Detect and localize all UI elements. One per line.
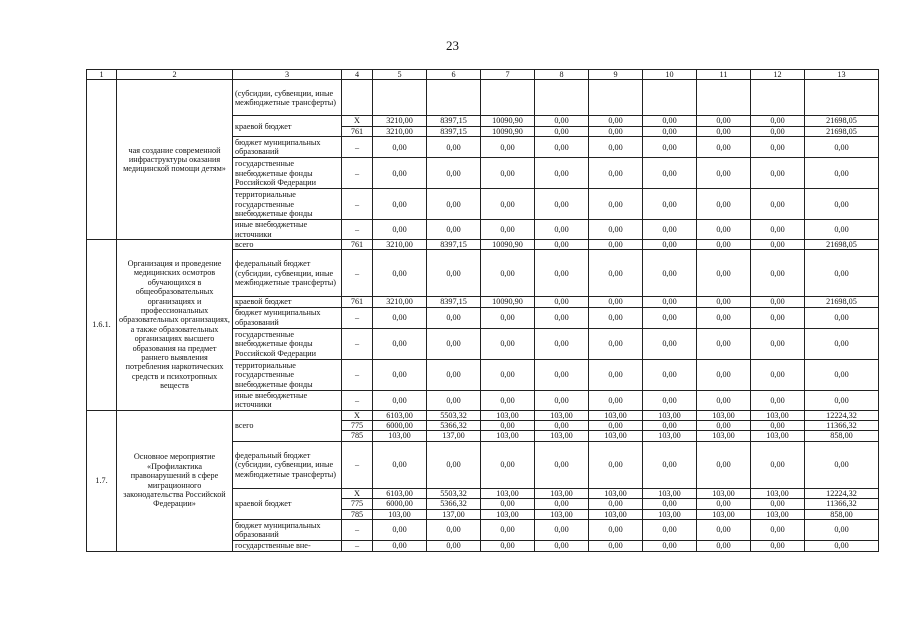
item-description: Основное мероприятие «Профилактика правонарушений в сфере миграционного законодательства Российской Федерации» (117, 410, 233, 551)
code-cell: X (342, 410, 373, 420)
header-cell: 8 (535, 70, 589, 80)
funding-source: государственные вне- (233, 541, 342, 551)
value-cell: 0,00 (481, 541, 535, 551)
value-cell: 0,00 (589, 390, 643, 410)
value-cell: 0,00 (481, 499, 535, 509)
value-cell: 0,00 (751, 297, 805, 307)
value-cell: 0,00 (535, 441, 589, 488)
value-cell: 5503,32 (427, 410, 481, 420)
value-cell: 0,00 (481, 390, 535, 410)
value-cell: 0,00 (427, 189, 481, 220)
value-cell: 0,00 (751, 541, 805, 551)
funding-source: федеральный бюджет (субсидии, субвенции, иные межбюджетные трансферты) (233, 441, 342, 488)
value-cell: 103,00 (643, 410, 697, 420)
value-cell: 0,00 (589, 189, 643, 220)
value-cell: 0,00 (697, 441, 751, 488)
value-cell: 21698,05 (805, 126, 879, 136)
value-cell: 0,00 (751, 499, 805, 509)
value-cell: 0,00 (697, 220, 751, 240)
value-cell: 3210,00 (373, 116, 427, 126)
value-cell: 0,00 (805, 359, 879, 390)
value-cell (373, 80, 427, 116)
value-cell (481, 80, 535, 116)
value-cell: 5503,32 (427, 488, 481, 498)
value-cell: 0,00 (535, 421, 589, 431)
value-cell: 21698,05 (805, 116, 879, 126)
value-cell: 0,00 (373, 250, 427, 297)
header-cell: 2 (117, 70, 233, 80)
value-cell: 0,00 (481, 158, 535, 189)
funding-source: (субсидии, субвенции, иные межбюджетные трансферты) (233, 80, 342, 116)
value-cell: 0,00 (481, 189, 535, 220)
value-cell: 103,00 (535, 509, 589, 519)
value-cell: 103,00 (481, 431, 535, 441)
table-body (87, 70, 879, 552)
value-cell: 12224,32 (805, 410, 879, 420)
funding-source: всего (233, 240, 342, 250)
value-cell: 103,00 (589, 410, 643, 420)
value-cell: 0,00 (373, 158, 427, 189)
value-cell: 0,00 (535, 137, 589, 158)
value-cell: 0,00 (751, 250, 805, 297)
code-cell: – (342, 441, 373, 488)
value-cell: 0,00 (427, 137, 481, 158)
value-cell: 0,00 (373, 520, 427, 541)
value-cell: 0,00 (697, 421, 751, 431)
value-cell: 0,00 (697, 240, 751, 250)
value-cell: 0,00 (697, 189, 751, 220)
value-cell: 3210,00 (373, 240, 427, 250)
header-cell: 9 (589, 70, 643, 80)
value-cell: 0,00 (751, 307, 805, 328)
value-cell: 103,00 (751, 410, 805, 420)
table-row (87, 240, 879, 250)
code-cell: X (342, 116, 373, 126)
value-cell (805, 80, 879, 116)
value-cell (643, 80, 697, 116)
value-cell: 6103,00 (373, 488, 427, 498)
value-cell: 0,00 (643, 328, 697, 359)
funding-source: иные внебюджетные источники (233, 390, 342, 410)
value-cell: 5366,32 (427, 499, 481, 509)
funding-source: бюджет муниципальных образований (233, 137, 342, 158)
value-cell: 137,00 (427, 509, 481, 519)
header-cell: 7 (481, 70, 535, 80)
value-cell: 0,00 (751, 520, 805, 541)
funding-source: государственные внебюджетные фонды Российской Федерации (233, 328, 342, 359)
header-cell: 3 (233, 70, 342, 80)
value-cell: 0,00 (373, 137, 427, 158)
value-cell: 0,00 (427, 359, 481, 390)
header-cell: 10 (643, 70, 697, 80)
funding-source: бюджет муниципальных образований (233, 307, 342, 328)
value-cell (589, 80, 643, 116)
value-cell: 0,00 (589, 137, 643, 158)
value-cell: 0,00 (751, 240, 805, 250)
value-cell: 103,00 (697, 410, 751, 420)
value-cell: 103,00 (751, 431, 805, 441)
value-cell: 0,00 (589, 240, 643, 250)
value-cell: 8397,15 (427, 116, 481, 126)
value-cell: 0,00 (589, 441, 643, 488)
value-cell: 0,00 (643, 116, 697, 126)
value-cell: 0,00 (535, 158, 589, 189)
value-cell: 0,00 (427, 307, 481, 328)
value-cell: 0,00 (589, 307, 643, 328)
value-cell: 0,00 (535, 390, 589, 410)
header-row (87, 70, 879, 80)
code-cell (342, 80, 373, 116)
value-cell: 0,00 (481, 328, 535, 359)
funding-source: краевой бюджет (233, 116, 342, 137)
value-cell: 0,00 (805, 307, 879, 328)
value-cell: 0,00 (643, 158, 697, 189)
value-cell: 103,00 (643, 509, 697, 519)
value-cell: 0,00 (697, 328, 751, 359)
value-cell: 0,00 (751, 158, 805, 189)
funding-source: иные внебюджетные источники (233, 220, 342, 240)
value-cell: 0,00 (589, 328, 643, 359)
value-cell: 0,00 (535, 499, 589, 509)
funding-source: всего (233, 410, 342, 441)
code-cell: 785 (342, 509, 373, 519)
value-cell: 103,00 (481, 509, 535, 519)
table-row (87, 80, 879, 116)
value-cell: 0,00 (589, 297, 643, 307)
funding-source: территориальные государственные внебюджетные фонды (233, 189, 342, 220)
code-cell: – (342, 189, 373, 220)
code-cell: – (342, 328, 373, 359)
value-cell: 0,00 (427, 520, 481, 541)
value-cell: 0,00 (751, 189, 805, 220)
value-cell: 0,00 (373, 328, 427, 359)
value-cell (697, 80, 751, 116)
value-cell: 0,00 (535, 307, 589, 328)
value-cell: 103,00 (643, 431, 697, 441)
code-cell: 775 (342, 421, 373, 431)
page-number: 23 (446, 38, 459, 53)
value-cell: 103,00 (643, 488, 697, 498)
value-cell: 0,00 (697, 250, 751, 297)
value-cell: 103,00 (697, 488, 751, 498)
value-cell: 10090,90 (481, 240, 535, 250)
value-cell: 103,00 (481, 410, 535, 420)
value-cell: 0,00 (751, 116, 805, 126)
header-cell: 12 (751, 70, 805, 80)
value-cell: 0,00 (697, 116, 751, 126)
value-cell: 0,00 (751, 126, 805, 136)
value-cell: 10090,90 (481, 126, 535, 136)
funding-source: территориальные государственные внебюджетные фонды (233, 359, 342, 390)
value-cell: 0,00 (535, 116, 589, 126)
value-cell: 0,00 (535, 240, 589, 250)
value-cell: 0,00 (697, 137, 751, 158)
funding-source: бюджет муниципальных образований (233, 520, 342, 541)
value-cell: 0,00 (589, 116, 643, 126)
value-cell: 0,00 (805, 441, 879, 488)
value-cell: 0,00 (481, 250, 535, 297)
value-cell: 0,00 (697, 126, 751, 136)
value-cell: 0,00 (481, 359, 535, 390)
value-cell: 0,00 (535, 520, 589, 541)
value-cell: 0,00 (643, 421, 697, 431)
value-cell: 0,00 (643, 250, 697, 297)
value-cell: 0,00 (589, 126, 643, 136)
value-cell: 0,00 (589, 250, 643, 297)
header-cell: 5 (373, 70, 427, 80)
header-cell: 6 (427, 70, 481, 80)
code-cell: 761 (342, 297, 373, 307)
value-cell: 103,00 (697, 431, 751, 441)
value-cell: 6000,00 (373, 499, 427, 509)
value-cell (535, 80, 589, 116)
value-cell: 0,00 (589, 220, 643, 240)
value-cell: 21698,05 (805, 297, 879, 307)
code-cell: – (342, 520, 373, 541)
header-cell: 1 (87, 70, 117, 80)
header-cell: 4 (342, 70, 373, 80)
item-description: Организация и проведение медицинских осмотров обучающихся в общеобразовательных организациях и профессиональных образовательных организациях, а также образовательных организациях высшего образования на предмет раннего выявления потребления наркотических средств и психотропных веществ (117, 240, 233, 411)
value-cell: 0,00 (805, 137, 879, 158)
value-cell: 103,00 (373, 509, 427, 519)
code-cell: – (342, 541, 373, 551)
value-cell: 0,00 (751, 137, 805, 158)
value-cell: 0,00 (535, 541, 589, 551)
value-cell: 0,00 (589, 158, 643, 189)
value-cell: 0,00 (643, 220, 697, 240)
value-cell: 0,00 (535, 328, 589, 359)
value-cell: 0,00 (373, 359, 427, 390)
value-cell: 0,00 (805, 390, 879, 410)
value-cell: 0,00 (643, 137, 697, 158)
code-cell: 761 (342, 240, 373, 250)
value-cell: 0,00 (643, 390, 697, 410)
item-description: чая создание современной инфраструктуры оказания медицинской помощи детям» (117, 80, 233, 240)
code-cell: – (342, 390, 373, 410)
value-cell: 0,00 (535, 220, 589, 240)
code-cell: – (342, 137, 373, 158)
value-cell: 0,00 (427, 158, 481, 189)
value-cell: 0,00 (805, 158, 879, 189)
value-cell: 0,00 (697, 390, 751, 410)
value-cell: 0,00 (697, 359, 751, 390)
value-cell: 0,00 (535, 126, 589, 136)
value-cell: 0,00 (481, 441, 535, 488)
value-cell: 10090,90 (481, 116, 535, 126)
value-cell: 0,00 (805, 328, 879, 359)
value-cell: 0,00 (427, 541, 481, 551)
funding-source: федеральный бюджет (субсидии, субвенции, иные межбюджетные трансферты) (233, 250, 342, 297)
value-cell: 0,00 (697, 541, 751, 551)
value-cell: 0,00 (643, 520, 697, 541)
code-cell: – (342, 250, 373, 297)
budget-table (86, 69, 879, 552)
value-cell: 0,00 (373, 220, 427, 240)
value-cell: 0,00 (697, 499, 751, 509)
value-cell: 0,00 (535, 297, 589, 307)
value-cell: 0,00 (805, 189, 879, 220)
code-cell: 775 (342, 499, 373, 509)
value-cell: 0,00 (751, 328, 805, 359)
code-cell: – (342, 359, 373, 390)
code-cell: – (342, 307, 373, 328)
value-cell: 0,00 (373, 541, 427, 551)
value-cell: 0,00 (373, 441, 427, 488)
value-cell: 0,00 (643, 441, 697, 488)
value-cell: 0,00 (643, 359, 697, 390)
value-cell: 0,00 (373, 390, 427, 410)
table-row (87, 410, 879, 420)
value-cell: 0,00 (427, 441, 481, 488)
value-cell: 103,00 (751, 509, 805, 519)
value-cell: 0,00 (697, 307, 751, 328)
value-cell: 8397,15 (427, 126, 481, 136)
value-cell: 0,00 (427, 250, 481, 297)
value-cell (751, 80, 805, 116)
value-cell: 0,00 (643, 541, 697, 551)
value-cell: 0,00 (643, 240, 697, 250)
code-cell: – (342, 220, 373, 240)
value-cell: 103,00 (535, 488, 589, 498)
value-cell: 0,00 (481, 220, 535, 240)
value-cell: 12224,32 (805, 488, 879, 498)
value-cell: 0,00 (805, 250, 879, 297)
value-cell: 10090,90 (481, 297, 535, 307)
value-cell: 0,00 (751, 220, 805, 240)
value-cell: 103,00 (589, 488, 643, 498)
value-cell: 8397,15 (427, 297, 481, 307)
value-cell: 0,00 (805, 541, 879, 551)
value-cell: 0,00 (481, 137, 535, 158)
value-cell: 0,00 (643, 499, 697, 509)
value-cell: 6103,00 (373, 410, 427, 420)
value-cell: 137,00 (427, 431, 481, 441)
value-cell: 0,00 (427, 328, 481, 359)
value-cell (427, 80, 481, 116)
value-cell: 0,00 (751, 390, 805, 410)
value-cell: 0,00 (805, 520, 879, 541)
value-cell: 0,00 (535, 189, 589, 220)
code-cell: 785 (342, 431, 373, 441)
value-cell: 0,00 (643, 126, 697, 136)
code-cell: – (342, 158, 373, 189)
value-cell: 0,00 (805, 220, 879, 240)
funding-source: государственные внебюджетные фонды Российской Федерации (233, 158, 342, 189)
value-cell: 0,00 (427, 220, 481, 240)
value-cell: 0,00 (751, 359, 805, 390)
value-cell: 858,00 (805, 431, 879, 441)
item-index: 1.7. (87, 410, 117, 551)
item-index (87, 80, 117, 240)
value-cell: 103,00 (535, 410, 589, 420)
value-cell: 0,00 (643, 307, 697, 328)
value-cell: 103,00 (535, 431, 589, 441)
value-cell: 0,00 (589, 359, 643, 390)
value-cell: 8397,15 (427, 240, 481, 250)
value-cell: 0,00 (535, 359, 589, 390)
value-cell: 0,00 (373, 189, 427, 220)
value-cell: 0,00 (481, 520, 535, 541)
value-cell: 0,00 (589, 520, 643, 541)
code-cell: 761 (342, 126, 373, 136)
value-cell: 0,00 (427, 390, 481, 410)
value-cell: 103,00 (751, 488, 805, 498)
value-cell: 6000,00 (373, 421, 427, 431)
header-cell: 11 (697, 70, 751, 80)
value-cell: 103,00 (373, 431, 427, 441)
value-cell: 0,00 (697, 297, 751, 307)
value-cell: 0,00 (751, 441, 805, 488)
value-cell: 0,00 (589, 499, 643, 509)
value-cell: 21698,05 (805, 240, 879, 250)
value-cell: 0,00 (373, 307, 427, 328)
funding-source: краевой бюджет (233, 297, 342, 307)
value-cell: 0,00 (481, 307, 535, 328)
value-cell: 103,00 (481, 488, 535, 498)
value-cell: 0,00 (643, 297, 697, 307)
header-cell: 13 (805, 70, 879, 80)
funding-source: краевой бюджет (233, 488, 342, 519)
value-cell: 103,00 (589, 431, 643, 441)
value-cell: 0,00 (697, 520, 751, 541)
value-cell: 103,00 (589, 509, 643, 519)
value-cell: 0,00 (589, 541, 643, 551)
value-cell: 5366,32 (427, 421, 481, 431)
value-cell: 11366,32 (805, 421, 879, 431)
code-cell: X (342, 488, 373, 498)
value-cell: 0,00 (481, 421, 535, 431)
value-cell: 858,00 (805, 509, 879, 519)
value-cell: 0,00 (535, 250, 589, 297)
value-cell: 3210,00 (373, 297, 427, 307)
value-cell: 103,00 (697, 509, 751, 519)
value-cell: 0,00 (643, 189, 697, 220)
value-cell: 0,00 (697, 158, 751, 189)
value-cell: 0,00 (751, 421, 805, 431)
item-index: 1.6.1. (87, 240, 117, 411)
value-cell: 3210,00 (373, 126, 427, 136)
value-cell: 11366,32 (805, 499, 879, 509)
value-cell: 0,00 (589, 421, 643, 431)
